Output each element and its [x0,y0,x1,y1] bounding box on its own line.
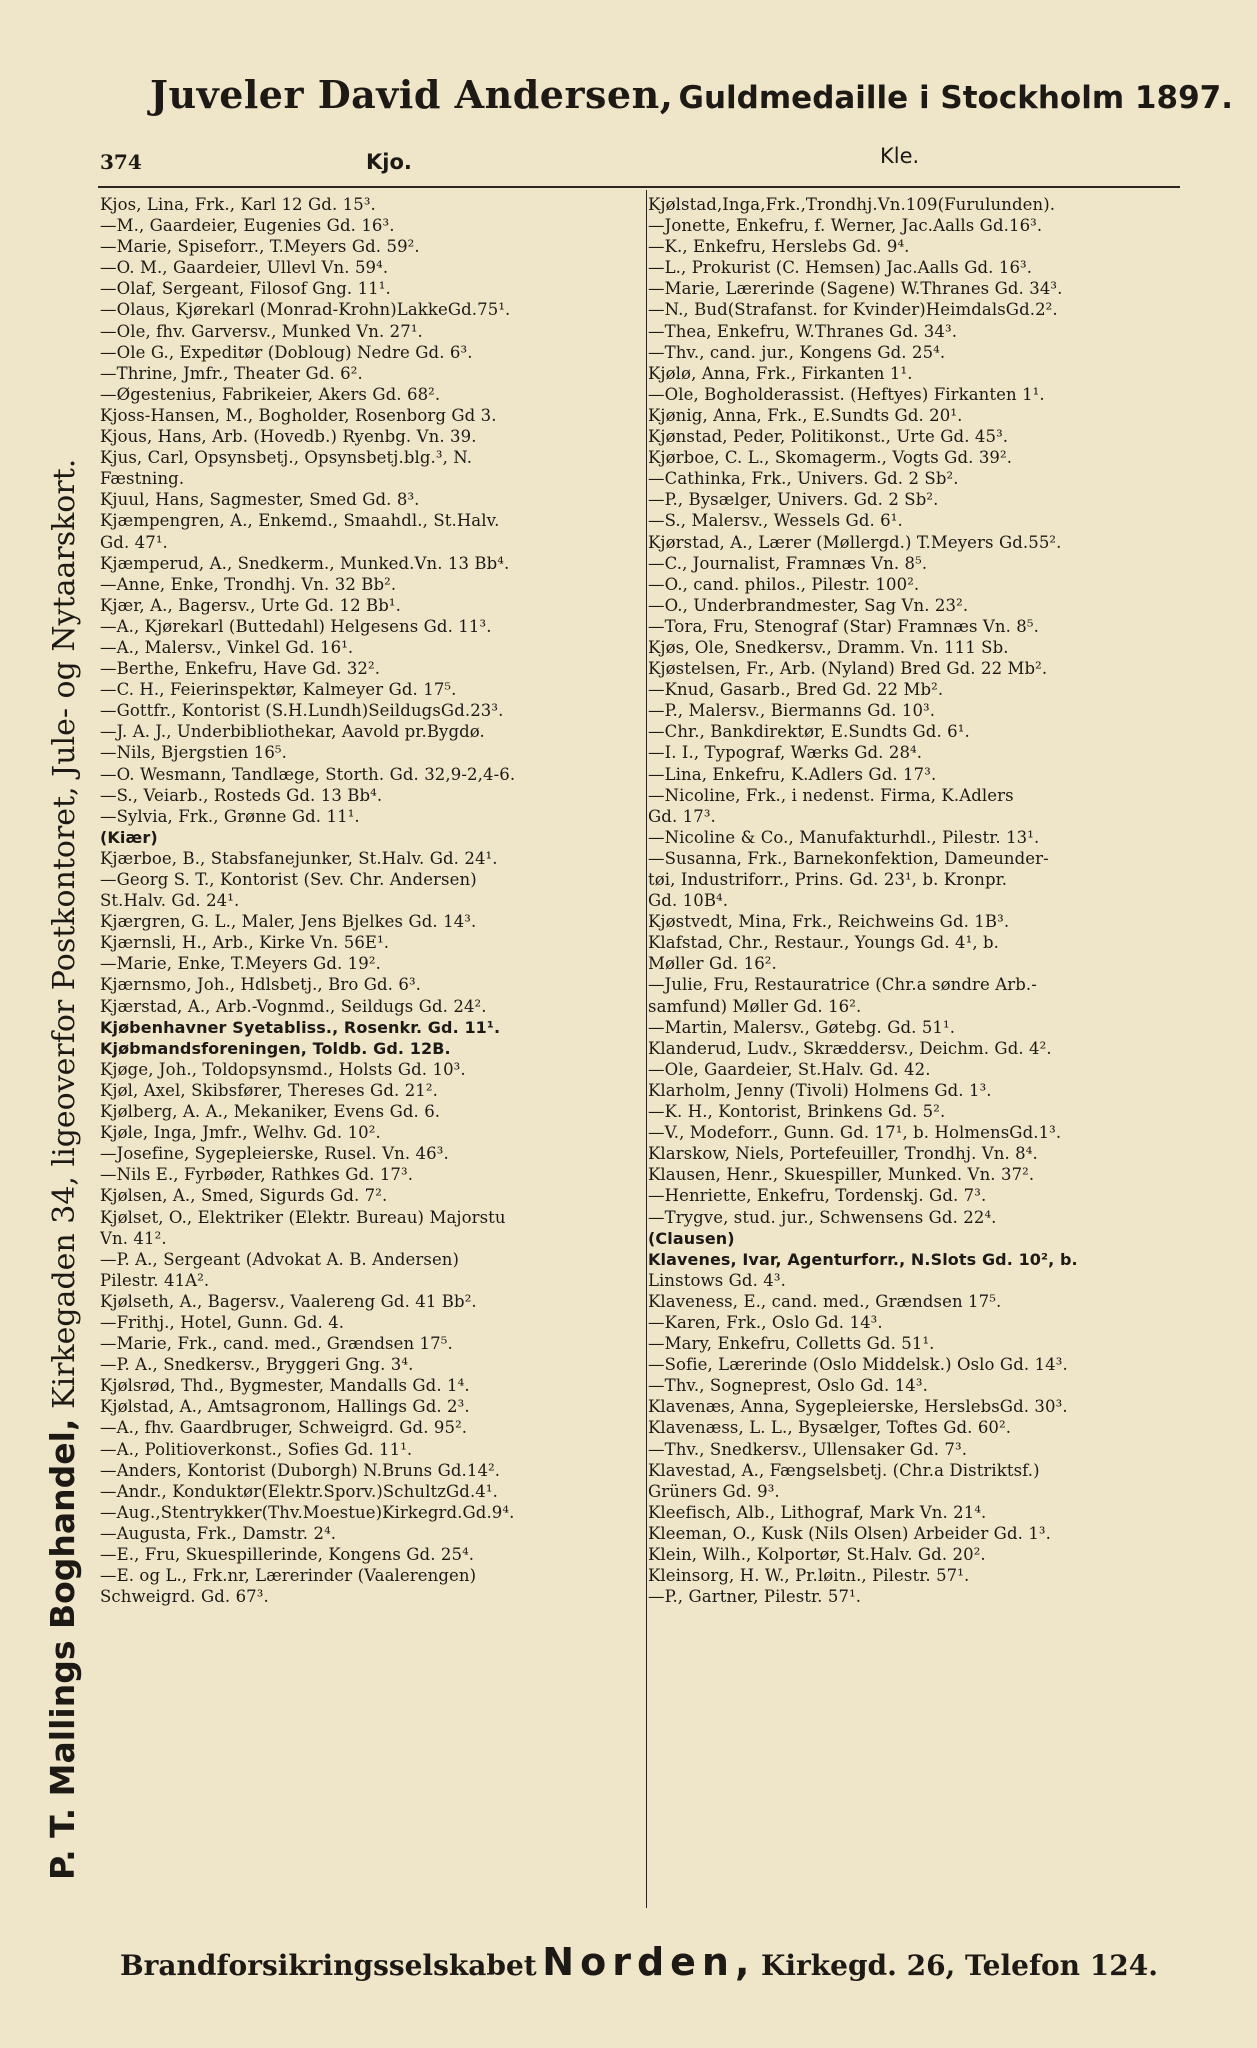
directory-entry: Vn. 41². [100,1228,167,1248]
directory-entry: —Henriette, Enkefru, Tordenskj. Gd. 7³. [648,1186,987,1206]
directory-entry: Kleefisch, Alb., Lithograf, Mark Vn. 21⁴. [648,1502,987,1522]
directory-entry: Gd. 17³. [648,806,716,826]
running-head-left: Kjo. [366,150,412,174]
directory-entry: Kjus, Carl, Opsynsbetj., Opsynsbetj.blg.³, N. [100,448,473,468]
directory-entry: —Øgestenius, Fabrikeier, Akers Gd. 68². [100,384,441,404]
directory-entry: —Georg S. T., Kontorist (Sev. Chr. Andersen) [100,870,477,889]
directory-entry: —Ole, Bogholderassist. (Heftyes) Firkanten 1¹. [648,384,1045,404]
directory-entry: —Anne, Enke, Trondhj. Vn. 32 Bb². [100,574,397,594]
directory-entry: Kjøge, Joh., Toldopsynsmd., Holsts Gd. 10³. [100,1059,466,1079]
directory-entry: —Thrine, Jmfr., Theater Gd. 6². [100,363,363,383]
page-number: 374 [100,150,142,174]
directory-entry: samfund) Møller Gd. 16². [648,996,862,1016]
directory-entry: —E., Fru, Skuespillerinde, Kongens Gd. 25⁴. [100,1545,475,1564]
directory-entry: Klavenes, Ivar, Agenturforr., N.Slots Gd. 10², b. [648,1249,1078,1269]
directory-entry: Kjøbenhavner Syetabliss., Rosenkr. Gd. 11¹. [100,1017,501,1037]
directory-entry: St.Halv. Gd. 24¹. [100,891,240,911]
directory-entry: (Clausen) [648,1228,735,1248]
column-divider [646,190,647,1908]
directory-entry: Kjølsrød, Thd., Bygmester, Mandalls Gd. 1⁴. [100,1376,470,1396]
directory-entry: Klaveness, E., cand. med., Grændsen 17⁵. [648,1291,1002,1311]
footer-company: Brandforsikringsselskabet [120,1949,537,1982]
directory-entry: —Marie, Spiseforr., T.Meyers Gd. 59². [100,237,420,257]
directory-entry: —Anders, Kontorist (Duborgh) N.Bruns Gd.14². [100,1460,501,1480]
directory-entry: —Aug.,Stentrykker(Thv.Moestue)Kirkegrd.Gd.9⁴. [100,1502,515,1522]
directory-entry: —Cathinka, Frk., Univers. Gd. 2 Sb². [648,469,959,489]
directory-entry: Gd. 47¹. [100,532,168,552]
directory-entry: —Thea, Enkefru, W.Thranes Gd. 34³. [648,321,958,341]
directory-entry: Kjønig, Anna, Frk., E.Sundts Gd. 20¹. [648,405,963,425]
right-column [648,194,1200,1607]
directory-entry: —A., fhv. Gaardbruger, Schweigrd. Gd. 95². [100,1418,468,1438]
directory-entry: —C. H., Feierinspektør, Kalmeyer Gd. 17⁵. [100,680,457,700]
directory-entry: Kjoss-Hansen, M., Bogholder, Rosenborg Gd 3. [100,405,497,425]
side-advertisement-bold: P. T. Mallings Boghandel, [43,1418,82,1880]
directory-entry: —S., Malersv., Wessels Gd. 6¹. [648,511,903,531]
directory-entry: —Karen, Frk., Oslo Gd. 14³. [648,1312,883,1332]
directory-entry: Kjærnsli, H., Arb., Kirke Vn. 56E¹. [100,933,390,953]
directory-entry: —Marie, Frk., cand. med., Grændsen 17⁵. [100,1334,453,1354]
footer-address: Kirkegd. 26, Telefon 124. [761,1949,1158,1982]
directory-entry: Kjølset, O., Elektriker (Elektr. Bureau) Majorstu [100,1207,506,1227]
directory-entry: —Thv., Sogneprest, Oslo Gd. 14³. [648,1376,928,1396]
directory-entry: (Kiær) [100,827,158,847]
directory-entry: Klarskow, Niels, Portefeuiller, Trondhj. Vn. 8⁴. [648,1144,1038,1164]
directory-entry: tøi, Industriforr., Prins. Gd. 23¹, b. Kronpr. [648,870,1008,889]
directory-entry: —Knud, Gasarb., Bred Gd. 22 Mb². [648,680,944,700]
directory-entry: Kjos, Lina, Frk., Karl 12 Gd. 15³. [100,195,376,214]
directory-entry: —I. I., Typograf, Wærks Gd. 28⁴. [648,743,923,763]
directory-entry: Kjølberg, A. A., Mekaniker, Evens Gd. 6. [100,1102,441,1122]
directory-entry: —Thv., cand. jur., Kongens Gd. 25⁴. [648,342,946,362]
footer-brand: Norden, [542,1940,756,1984]
directory-entry: —Marie, Enke, T.Meyers Gd. 19². [100,954,381,974]
directory-entry: —Chr., Bankdirektør, E.Sundts Gd. 6¹. [648,722,970,742]
advertisement-header [150,72,1233,117]
directory-entry: —Gottfr., Kontorist (S.H.Lundh)SeildugsGd.23³. [100,701,504,721]
directory-entry: —Tora, Fru, Stenograf (Star) Framnæs Vn. 8⁵. [648,616,1039,636]
directory-entry: —N., Bud(Strafanst. for Kvinder)HeimdalsGd.2². [648,300,1058,320]
directory-entry: —Nils E., Fyrbøder, Rathkes Gd. 17³. [100,1165,414,1185]
running-head-right: Kle. [880,144,920,168]
directory-entry: Kjærnsmo, Joh., Hdlsbetj., Bro Gd. 6³. [100,975,421,995]
directory-entry: —Ole, Gaardeier, St.Halv. Gd. 42. [648,1059,931,1079]
directory-entry: Klavenæss, L. L., Bysælger, Toftes Gd. 60². [648,1418,1012,1438]
directory-entry: Kjølstad, A., Amtsagronom, Hallings Gd. 2³. [100,1397,470,1417]
directory-entry: Klarholm, Jenny (Tivoli) Holmens Gd. 1³. [648,1080,992,1100]
directory-entry: —K., Enkefru, Herslebs Gd. 9⁴. [648,237,910,257]
left-column [100,194,640,1607]
directory-entry: —Josefine, Sygepleierske, Rusel. Vn. 46³. [100,1144,449,1164]
directory-entry: Kjøstvedt, Mina, Frk., Reichweins Gd. 1B³. [648,912,1010,932]
directory-entry: —Ole G., Expeditør (Dobloug) Nedre Gd. 6³. [100,342,473,362]
directory-entry: —P., Malersv., Biermanns Gd. 10³. [648,701,936,721]
directory-entry: Kjølsen, A., Smed, Sigurds Gd. 7². [100,1186,388,1206]
directory-entry: —Nicoline & Co., Manufakturhdl., Pilestr. 13¹. [648,827,1040,847]
directory-entry: Kjærstad, A., Arb.-Vognmd., Seildugs Gd. 24². [100,996,487,1016]
directory-entry: Kjølstad,Inga,Frk.,Trondhj.Vn.109(Furulunden). [648,195,1056,214]
directory-entry: Klavenæs, Anna, Sygepleierske, HerslebsGd. 30³. [648,1397,1068,1417]
directory-entry: Kjuul, Hans, Sagmester, Smed Gd. 8³. [100,490,420,510]
directory-entry: Kleeman, O., Kusk (Nils Olsen) Arbeider Gd. 1³. [648,1523,1051,1543]
header-subtitle: Guldmedaille i Stockholm 1897. [678,80,1233,116]
directory-entry: Schweigrd. Gd. 67³. [100,1587,269,1607]
directory-entry: Kjøbmandsforeningen, Toldb. Gd. 12B. [100,1038,451,1058]
directory-entry: —E. og L., Frk.nr, Lærerinder (Vaalerengen) [100,1566,477,1586]
directory-entry: Kjous, Hans, Arb. (Hovedb.) Ryenbg. Vn. 39. [100,427,477,447]
side-advertisement-text: Kirkegaden 34, ligeoverfor Postkontoret, Jule- og Nytaarskort. [47,458,82,1409]
directory-entry: Kjøs, Ole, Snedkersv., Dramm. Vn. 111 Sb. [648,637,1009,657]
directory-entry: —P., Gartner, Pilestr. 57¹. [648,1587,862,1607]
directory-entry: Grüners Gd. 9³. [648,1481,780,1501]
directory-entry: Kjøl, Axel, Skibsfører, Thereses Gd. 21². [100,1080,438,1100]
directory-entry: —Nils, Bjergstien 16⁵. [100,743,287,763]
directory-entry: —Thv., Snedkersv., Ullensaker Gd. 7³. [648,1439,968,1459]
directory-entry: —Julie, Fru, Restauratrice (Chr.a søndre Arb.- [648,975,1037,995]
directory-entry: Kjærgren, G. L., Maler, Jens Bjelkes Gd. 14³. [100,912,477,932]
directory-entry: —Olaf, Sergeant, Filosof Gng. 11¹. [100,279,391,299]
directory-entry: Kjær, A., Bagersv., Urte Gd. 12 Bb¹. [100,595,401,615]
directory-entry: —M., Gaardeier, Eugenies Gd. 16³. [100,216,395,236]
directory-entry: —Lina, Enkefru, K.Adlers Gd. 17³. [648,764,937,784]
directory-entry: Kjærboe, B., Stabsfanejunker, St.Halv. Gd. 24¹. [100,848,498,868]
directory-entry: —Olaus, Kjørekarl (Monrad-Krohn)LakkeGd.75¹. [100,300,511,320]
directory-entry: Linstows Gd. 4³. [648,1270,786,1290]
directory-entry: —Ole, fhv. Garversv., Munked Vn. 27¹. [100,321,423,341]
directory-entry: Kjøstelsen, Fr., Arb. (Nyland) Bred Gd. 22 Mb². [648,659,1048,679]
directory-entry: —K. H., Kontorist, Brinkens Gd. 5². [648,1102,946,1122]
directory-entry: Kjørstad, A., Lærer (Møllergd.) T.Meyers Gd.55². [648,532,1062,552]
advertisement-footer [120,1940,1190,1984]
directory-entry: Kjæmpengren, A., Enkemd., Smaahdl., St.Halv. [100,511,500,531]
directory-entry: —O., cand. philos., Pilestr. 100². [648,574,920,594]
directory-entry: Kjøle, Inga, Jmfr., Welhv. Gd. 10². [100,1123,381,1143]
directory-entry: Kjæmperud, A., Snedkerm., Munked.Vn. 13 Bb⁴. [100,553,510,573]
directory-entry: Møller Gd. 16². [648,954,777,974]
directory-entry: —A., Politioverkonst., Sofies Gd. 11¹. [100,1439,413,1459]
directory-entry: —P. A., Sergeant (Advokat A. B. Andersen) [100,1249,460,1269]
directory-entry: —A., Malersv., Vinkel Gd. 16¹. [100,637,354,657]
directory-entry: —Jonette, Enkefru, f. Werner, Jac.Aalls Gd.16³. [648,216,1043,236]
directory-entry: Pilestr. 41A². [100,1270,210,1290]
directory-entry: —Berthe, Enkefru, Have Gd. 32². [100,659,381,679]
directory-entry: —O. M., Gaardeier, Ullevl Vn. 59⁴. [100,258,389,278]
directory-entry: —Andr., Konduktør(Elektr.Sporv.)SchultzGd.4¹. [100,1481,498,1501]
directory-entry: —O., Underbrandmester, Sag Vn. 23². [648,595,969,615]
directory-entry: Kjørboe, C. L., Skomagerm., Vogts Gd. 39². [648,448,1013,468]
directory-entry: Gd. 10B⁴. [648,891,729,911]
directory-entry: —Sofie, Lærerinde (Oslo Middelsk.) Oslo Gd. 14³. [648,1355,1068,1375]
directory-entry: —A., Kjørekarl (Buttedahl) Helgesens Gd. 11³. [100,616,492,636]
header-title: Juveler David Andersen, [150,72,674,117]
directory-entry: —S., Veiarb., Rosteds Gd. 13 Bb⁴. [100,785,383,805]
directory-entry: —L., Prokurist (C. Hemsen) Jac.Aalls Gd. 16³. [648,258,1033,278]
directory-entry: —Martin, Malersv., Gøtebg. Gd. 51¹. [648,1017,956,1037]
directory-entry: Fæstning. [100,469,185,489]
directory-entry: Klavestad, A., Fængselsbetj. (Chr.a Distriktsf.) [648,1460,1040,1480]
directory-entry: Kjølø, Anna, Frk., Firkanten 1¹. [648,363,913,383]
directory-entry: —Mary, Enkefru, Colletts Gd. 51¹. [648,1334,935,1354]
directory-entry: —P. A., Snedkersv., Bryggeri Gng. 3⁴. [100,1355,414,1375]
directory-entry: —Sylvia, Frk., Grønne Gd. 11¹. [100,806,360,826]
directory-entry: —Trygve, stud. jur., Schwensens Gd. 22⁴. [648,1207,997,1227]
side-advertisement [40,320,86,1880]
directory-entry: Klein, Wilh., Kolportør, St.Halv. Gd. 20². [648,1545,986,1564]
directory-entry: —J. A. J., Underbibliothekar, Aavold pr.Bygdø. [100,722,485,742]
directory-entry: —Marie, Lærerinde (Sagene) W.Thranes Gd. 34³. [648,279,1063,299]
directory-entry: —Frithj., Hotel, Gunn. Gd. 4. [100,1312,345,1332]
directory-entry: —C., Journalist, Framnæs Vn. 8⁵. [648,553,928,573]
header-rule [98,186,1180,188]
directory-entry: Kjønstad, Peder, Politikonst., Urte Gd. 45³. [648,427,1009,447]
directory-entry: —V., Modeforr., Gunn. Gd. 17¹, b. HolmensGd.1³. [648,1123,1062,1143]
directory-entry: Kjølseth, A., Bagersv., Vaalereng Gd. 41 Bb². [100,1291,477,1311]
directory-entry: Klanderud, Ludv., Skræddersv., Deichm. Gd. 4². [648,1038,1052,1058]
directory-entry: —Augusta, Frk., Damstr. 2⁴. [100,1523,337,1543]
directory-entry: —Susanna, Frk., Barnekonfektion, Dameunder- [648,848,1049,868]
directory-entry: —O. Wesmann, Tandlæge, Storth. Gd. 32,9-2,4-6. [100,764,516,784]
directory-entry: Kleinsorg, H. W., Pr.løitn., Pilestr. 57¹. [648,1566,970,1586]
directory-entry: Klausen, Henr., Skuespiller, Munked. Vn. 37². [648,1165,1035,1185]
directory-entry: —P., Bysælger, Univers. Gd. 2 Sb². [648,490,939,510]
directory-entry: —Nicoline, Frk., i nedenst. Firma, K.Adlers [648,785,1014,805]
directory-entry: Klafstad, Chr., Restaur., Youngs Gd. 4¹, b. [648,933,1000,953]
